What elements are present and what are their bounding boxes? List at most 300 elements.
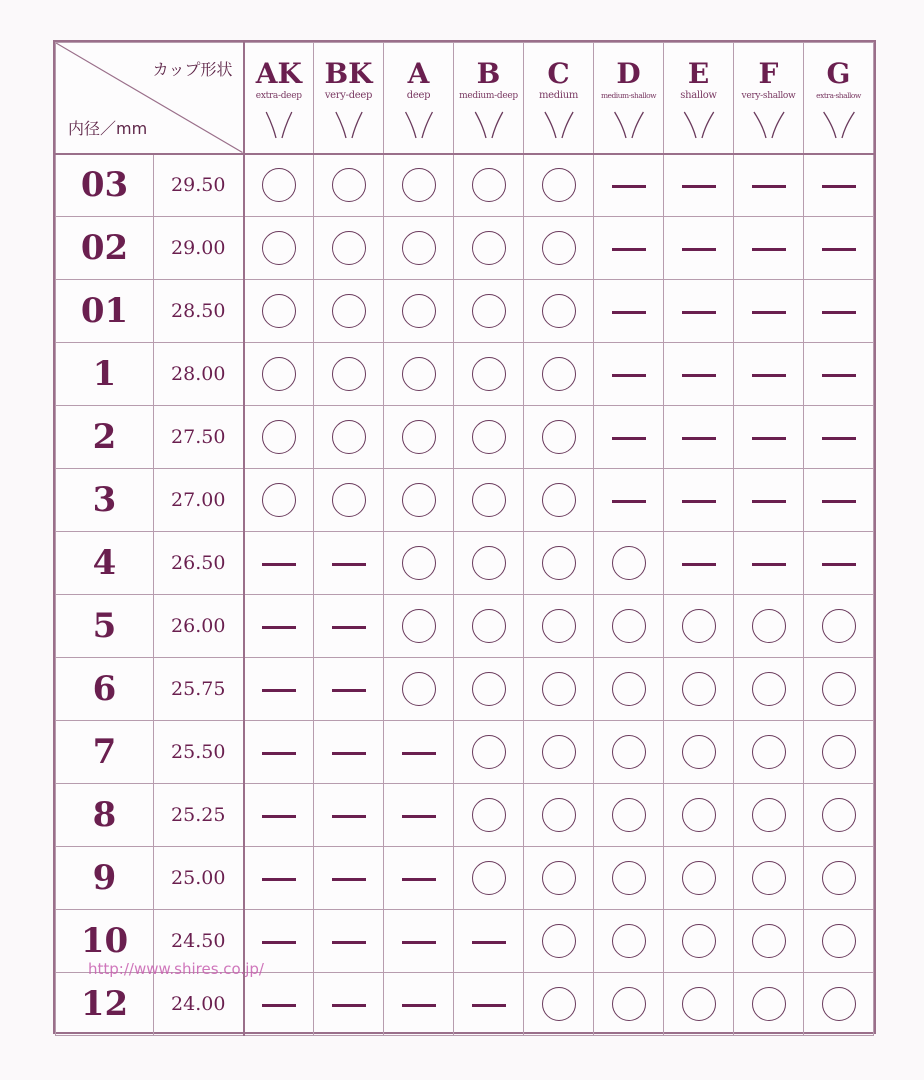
unavailable-dash-icon: [822, 185, 856, 188]
cup-header-c: [524, 43, 594, 154]
availability-cell: [664, 280, 734, 343]
available-circle-icon: [472, 231, 506, 265]
inner-diameter-value: 27.00: [154, 469, 244, 532]
cup-letter: BK: [324, 56, 373, 90]
availability-cell: [314, 406, 384, 469]
availability-cell: [244, 784, 314, 847]
available-circle-icon: [612, 987, 646, 1021]
availability-cell: [804, 406, 874, 469]
unavailable-dash-icon: [262, 1004, 296, 1007]
size-number: 12: [56, 973, 154, 1036]
size-number: 03: [56, 154, 154, 217]
available-circle-icon: [542, 357, 576, 391]
inner-diameter-value: 29.00: [154, 217, 244, 280]
unavailable-dash-icon: [332, 1004, 366, 1007]
header-row: [56, 43, 874, 154]
availability-cell: [524, 595, 594, 658]
availability-cell: [734, 217, 804, 280]
available-circle-icon: [262, 294, 296, 328]
available-circle-icon: [752, 924, 786, 958]
availability-cell: [524, 343, 594, 406]
available-circle-icon: [472, 861, 506, 895]
available-circle-icon: [752, 861, 786, 895]
availability-cell: [594, 217, 664, 280]
availability-cell: [384, 847, 454, 910]
cup-letter: B: [476, 56, 501, 90]
cup-header-f: [734, 43, 804, 154]
availability-cell: [314, 973, 384, 1036]
cup-description: very-deep: [324, 89, 373, 101]
available-circle-icon: [822, 735, 856, 769]
availability-cell: [804, 910, 874, 973]
table-row: [56, 280, 874, 343]
availability-cell: [594, 721, 664, 784]
availability-cell: [384, 658, 454, 721]
cup-description: extra-shallow: [816, 90, 861, 100]
available-circle-icon: [682, 987, 716, 1021]
available-circle-icon: [752, 987, 786, 1021]
availability-cell: [454, 217, 524, 280]
available-circle-icon: [542, 231, 576, 265]
cup-shape-label: カップ形状: [152, 60, 233, 79]
unavailable-dash-icon: [332, 689, 366, 692]
unavailable-dash-icon: [682, 563, 716, 566]
available-circle-icon: [752, 672, 786, 706]
available-circle-icon: [402, 420, 436, 454]
available-circle-icon: [402, 609, 436, 643]
availability-cell: [384, 721, 454, 784]
table-row: [56, 658, 874, 721]
unavailable-dash-icon: [752, 185, 786, 188]
size-chart-sheet: [53, 40, 876, 1034]
availability-cell: [804, 595, 874, 658]
cup-description: medium-deep: [459, 90, 518, 101]
available-circle-icon: [682, 861, 716, 895]
available-circle-icon: [402, 672, 436, 706]
inner-diameter-label: 内径／mm: [68, 118, 148, 138]
unavailable-dash-icon: [262, 878, 296, 881]
unavailable-dash-icon: [262, 815, 296, 818]
availability-cell: [384, 973, 454, 1036]
availability-cell: [664, 154, 734, 217]
available-circle-icon: [822, 672, 856, 706]
available-circle-icon: [612, 798, 646, 832]
available-circle-icon: [472, 798, 506, 832]
available-circle-icon: [472, 546, 506, 580]
size-number: 02: [56, 217, 154, 280]
availability-cell: [804, 973, 874, 1036]
table-row: [56, 847, 874, 910]
availability-cell: [804, 217, 874, 280]
size-number: 2: [56, 406, 154, 469]
availability-cell: [384, 343, 454, 406]
availability-cell: [594, 847, 664, 910]
availability-cell: [454, 343, 524, 406]
availability-cell: [314, 847, 384, 910]
availability-cell: [664, 658, 734, 721]
unavailable-dash-icon: [262, 941, 296, 944]
available-circle-icon: [752, 609, 786, 643]
available-circle-icon: [682, 924, 716, 958]
table-row: [56, 217, 874, 280]
corner-header: [56, 43, 244, 154]
unavailable-dash-icon: [262, 752, 296, 755]
availability-cell: [664, 973, 734, 1036]
unavailable-dash-icon: [402, 815, 436, 818]
unavailable-dash-icon: [682, 500, 716, 503]
availability-cell: [384, 280, 454, 343]
availability-cell: [524, 154, 594, 217]
availability-cell: [734, 973, 804, 1036]
availability-cell: [664, 910, 734, 973]
size-number: 6: [56, 658, 154, 721]
available-circle-icon: [682, 672, 716, 706]
available-circle-icon: [332, 420, 366, 454]
cup-profile-icon: [539, 110, 579, 140]
unavailable-dash-icon: [822, 563, 856, 566]
available-circle-icon: [472, 609, 506, 643]
availability-cell: [664, 721, 734, 784]
availability-cell: [734, 532, 804, 595]
available-circle-icon: [472, 420, 506, 454]
unavailable-dash-icon: [612, 437, 646, 440]
availability-cell: [454, 154, 524, 217]
availability-cell: [384, 910, 454, 973]
unavailable-dash-icon: [752, 248, 786, 251]
inner-diameter-value: 25.00: [154, 847, 244, 910]
cup-description: medium-shallow: [600, 90, 657, 100]
availability-cell: [734, 847, 804, 910]
availability-cell: [594, 343, 664, 406]
unavailable-dash-icon: [822, 248, 856, 251]
inner-diameter-value: 28.50: [154, 280, 244, 343]
table-row: [56, 973, 874, 1036]
availability-cell: [454, 784, 524, 847]
availability-cell: [384, 784, 454, 847]
unavailable-dash-icon: [332, 626, 366, 629]
availability-cell: [384, 406, 454, 469]
availability-cell: [454, 469, 524, 532]
size-number: 7: [56, 721, 154, 784]
availability-cell: [734, 343, 804, 406]
available-circle-icon: [612, 609, 646, 643]
available-circle-icon: [332, 357, 366, 391]
cup-header-g: [804, 43, 874, 154]
available-circle-icon: [472, 483, 506, 517]
available-circle-icon: [332, 483, 366, 517]
available-circle-icon: [402, 483, 436, 517]
availability-cell: [244, 532, 314, 595]
cup-description: medium: [538, 89, 579, 101]
available-circle-icon: [472, 168, 506, 202]
availability-cell: [734, 469, 804, 532]
available-circle-icon: [262, 168, 296, 202]
cup-profile-icon: [329, 110, 369, 140]
availability-cell: [314, 595, 384, 658]
availability-cell: [384, 595, 454, 658]
cup-header-e: [664, 43, 734, 154]
availability-cell: [664, 847, 734, 910]
availability-cell: [594, 595, 664, 658]
availability-cell: [804, 847, 874, 910]
cup-letter: F: [758, 56, 779, 90]
cup-profile-icon: [819, 110, 859, 140]
cup-letter: A: [407, 56, 430, 90]
availability-cell: [664, 406, 734, 469]
unavailable-dash-icon: [822, 500, 856, 503]
table-row: [56, 406, 874, 469]
size-number: 3: [56, 469, 154, 532]
unavailable-dash-icon: [682, 311, 716, 314]
availability-cell: [314, 721, 384, 784]
unavailable-dash-icon: [752, 437, 786, 440]
availability-cell: [524, 910, 594, 973]
available-circle-icon: [542, 483, 576, 517]
availability-cell: [734, 721, 804, 784]
size-number: 9: [56, 847, 154, 910]
availability-cell: [594, 280, 664, 343]
available-circle-icon: [752, 735, 786, 769]
cup-profile-icon: [469, 110, 509, 140]
size-number: 01: [56, 280, 154, 343]
available-circle-icon: [822, 987, 856, 1021]
availability-cell: [804, 280, 874, 343]
cup-description: very-shallow: [741, 90, 796, 101]
availability-cell: [524, 217, 594, 280]
available-circle-icon: [542, 546, 576, 580]
cup-letter: D: [616, 56, 641, 90]
unavailable-dash-icon: [612, 248, 646, 251]
cup-profile-icon: [749, 110, 789, 140]
unavailable-dash-icon: [752, 563, 786, 566]
unavailable-dash-icon: [822, 437, 856, 440]
available-circle-icon: [262, 231, 296, 265]
availability-cell: [384, 532, 454, 595]
unavailable-dash-icon: [612, 374, 646, 377]
table-row: [56, 532, 874, 595]
unavailable-dash-icon: [612, 500, 646, 503]
available-circle-icon: [542, 735, 576, 769]
availability-cell: [384, 217, 454, 280]
unavailable-dash-icon: [332, 878, 366, 881]
size-number: 5: [56, 595, 154, 658]
availability-cell: [734, 910, 804, 973]
availability-cell: [804, 658, 874, 721]
availability-cell: [244, 721, 314, 784]
available-circle-icon: [402, 357, 436, 391]
available-circle-icon: [542, 861, 576, 895]
available-circle-icon: [332, 231, 366, 265]
cup-letter: AK: [255, 56, 302, 90]
available-circle-icon: [332, 168, 366, 202]
cup-header-bk: [314, 43, 384, 154]
availability-cell: [454, 532, 524, 595]
available-circle-icon: [682, 609, 716, 643]
size-number: 4: [56, 532, 154, 595]
availability-cell: [524, 532, 594, 595]
unavailable-dash-icon: [682, 185, 716, 188]
inner-diameter-value: 25.75: [154, 658, 244, 721]
availability-cell: [454, 847, 524, 910]
availability-cell: [664, 343, 734, 406]
availability-cell: [664, 532, 734, 595]
inner-diameter-value: 28.00: [154, 343, 244, 406]
cup-header-d: [594, 43, 664, 154]
availability-cell: [804, 154, 874, 217]
availability-cell: [734, 406, 804, 469]
availability-cell: [804, 532, 874, 595]
availability-cell: [244, 469, 314, 532]
availability-cell: [524, 658, 594, 721]
availability-cell: [454, 280, 524, 343]
availability-cell: [244, 595, 314, 658]
availability-cell: [594, 469, 664, 532]
availability-cell: [524, 784, 594, 847]
cup-header-a: [384, 43, 454, 154]
cup-letter: C: [547, 56, 570, 90]
cup-description: shallow: [680, 89, 717, 101]
cup-letter: G: [826, 56, 851, 90]
watermark-url: http://www.shires.co.jp/: [88, 960, 264, 978]
size-number: 8: [56, 784, 154, 847]
available-circle-icon: [542, 168, 576, 202]
availability-cell: [244, 847, 314, 910]
available-circle-icon: [822, 609, 856, 643]
available-circle-icon: [542, 420, 576, 454]
inner-diameter-value: 26.00: [154, 595, 244, 658]
table-row: [56, 784, 874, 847]
unavailable-dash-icon: [682, 437, 716, 440]
cup-profile-icon: [399, 110, 439, 140]
table-row: [56, 343, 874, 406]
table-row: [56, 721, 874, 784]
unavailable-dash-icon: [402, 1004, 436, 1007]
available-circle-icon: [822, 798, 856, 832]
unavailable-dash-icon: [332, 815, 366, 818]
availability-cell: [244, 343, 314, 406]
unavailable-dash-icon: [472, 941, 506, 944]
inner-diameter-value: 25.50: [154, 721, 244, 784]
size-number: 10: [56, 910, 154, 973]
unavailable-dash-icon: [822, 311, 856, 314]
unavailable-dash-icon: [402, 752, 436, 755]
availability-cell: [524, 721, 594, 784]
available-circle-icon: [472, 672, 506, 706]
availability-cell: [594, 658, 664, 721]
cup-profile-icon: [609, 110, 649, 140]
availability-cell: [314, 532, 384, 595]
table-row: [56, 154, 874, 217]
availability-cell: [244, 658, 314, 721]
cup-description: extra-deep: [255, 90, 302, 101]
unavailable-dash-icon: [682, 374, 716, 377]
availability-cell: [384, 469, 454, 532]
cup-description: deep: [406, 89, 431, 101]
availability-cell: [454, 658, 524, 721]
availability-cell: [524, 973, 594, 1036]
cup-header-ak: [244, 43, 314, 154]
available-circle-icon: [682, 798, 716, 832]
unavailable-dash-icon: [332, 563, 366, 566]
available-circle-icon: [542, 294, 576, 328]
available-circle-icon: [612, 924, 646, 958]
available-circle-icon: [472, 357, 506, 391]
availability-cell: [804, 721, 874, 784]
available-circle-icon: [402, 546, 436, 580]
unavailable-dash-icon: [332, 752, 366, 755]
availability-cell: [244, 406, 314, 469]
available-circle-icon: [542, 672, 576, 706]
inner-diameter-value: 29.50: [154, 154, 244, 217]
unavailable-dash-icon: [612, 185, 646, 188]
availability-cell: [524, 469, 594, 532]
availability-cell: [454, 406, 524, 469]
unavailable-dash-icon: [472, 1004, 506, 1007]
availability-cell: [524, 280, 594, 343]
available-circle-icon: [682, 735, 716, 769]
available-circle-icon: [612, 735, 646, 769]
availability-cell: [314, 469, 384, 532]
available-circle-icon: [612, 861, 646, 895]
availability-cell: [244, 280, 314, 343]
availability-cell: [734, 658, 804, 721]
availability-cell: [734, 154, 804, 217]
cup-profile-icon: [679, 110, 719, 140]
available-circle-icon: [542, 609, 576, 643]
availability-cell: [454, 973, 524, 1036]
availability-cell: [664, 217, 734, 280]
unavailable-dash-icon: [822, 374, 856, 377]
unavailable-dash-icon: [402, 878, 436, 881]
availability-cell: [314, 280, 384, 343]
unavailable-dash-icon: [402, 941, 436, 944]
availability-cell: [734, 595, 804, 658]
availability-cell: [314, 658, 384, 721]
availability-cell: [594, 406, 664, 469]
availability-cell: [454, 595, 524, 658]
availability-cell: [524, 847, 594, 910]
size-number: 1: [56, 343, 154, 406]
available-circle-icon: [822, 861, 856, 895]
available-circle-icon: [402, 168, 436, 202]
unavailable-dash-icon: [752, 311, 786, 314]
availability-cell: [804, 343, 874, 406]
unavailable-dash-icon: [682, 248, 716, 251]
available-circle-icon: [262, 483, 296, 517]
table-row: [56, 595, 874, 658]
availability-cell: [594, 532, 664, 595]
inner-diameter-value: 25.25: [154, 784, 244, 847]
unavailable-dash-icon: [612, 311, 646, 314]
inner-diameter-value: 27.50: [154, 406, 244, 469]
availability-cell: [594, 910, 664, 973]
availability-cell: [594, 973, 664, 1036]
available-circle-icon: [472, 735, 506, 769]
available-circle-icon: [472, 294, 506, 328]
cup-header-b: [454, 43, 524, 154]
unavailable-dash-icon: [332, 941, 366, 944]
availability-cell: [454, 910, 524, 973]
inner-diameter-value: 26.50: [154, 532, 244, 595]
available-circle-icon: [752, 798, 786, 832]
unavailable-dash-icon: [262, 689, 296, 692]
unavailable-dash-icon: [262, 626, 296, 629]
available-circle-icon: [332, 294, 366, 328]
availability-cell: [664, 595, 734, 658]
available-circle-icon: [542, 987, 576, 1021]
inner-diameter-value: 24.00: [154, 973, 244, 1036]
availability-cell: [244, 973, 314, 1036]
